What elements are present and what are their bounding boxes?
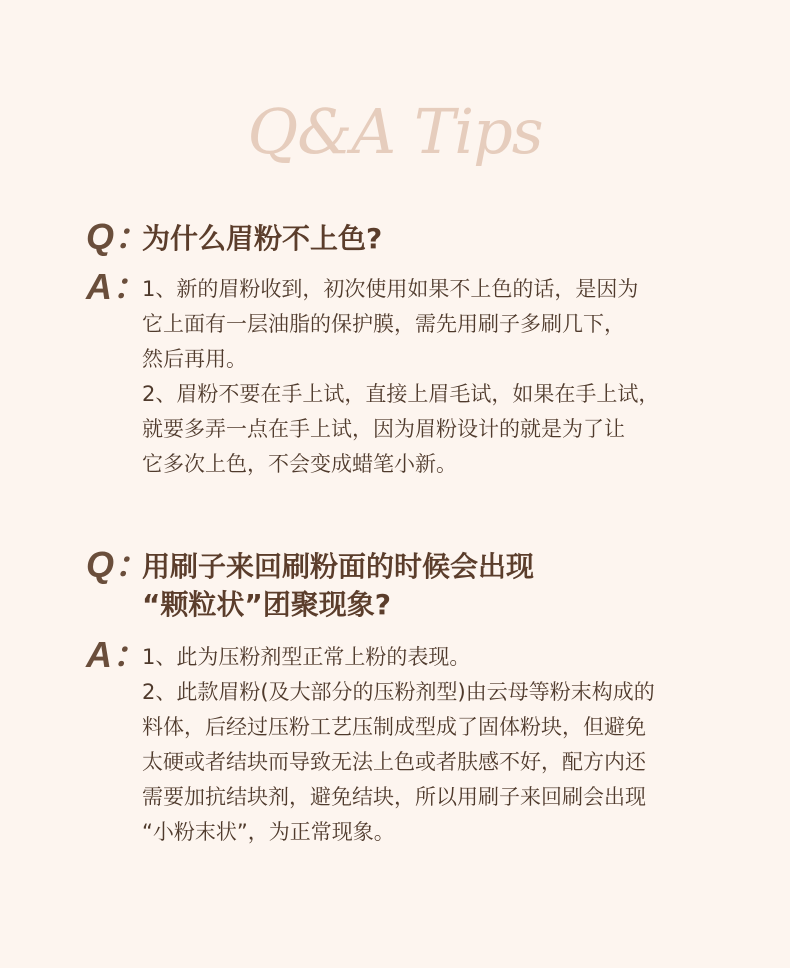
qa-item-1 [86, 216, 726, 482]
answer-line: 它多次上色，不会变成蜡笔小新。 [142, 452, 457, 476]
question-marker: Q： [86, 544, 151, 585]
question-text [142, 220, 726, 258]
question-line: “颗粒状”团聚现象? [142, 588, 392, 621]
answer-line: 需要加抗结块剂，避免结块，所以用刷子来回刷会出现 [142, 785, 646, 809]
answer-line: 太硬或者结块而导致无法上色或者肤感不好，配方内还 [142, 750, 646, 774]
question-marker: Q： [86, 216, 151, 257]
answer-line: 料体，后经过压粉工艺压制成型成了固体粉块，但避免 [142, 715, 646, 739]
answer-line: 1、此为压粉剂型正常上粉的表现。 [142, 645, 471, 669]
answer-1 [86, 266, 726, 482]
answer-text [142, 272, 726, 482]
answer-2 [86, 634, 726, 850]
qa-item-2 [86, 544, 726, 850]
answer-marker: A： [86, 634, 148, 675]
question-text [142, 548, 726, 624]
question-2 [86, 544, 726, 624]
answer-line: 就要多弄一点在手上试，因为眉粉设计的就是为了让 [142, 417, 625, 441]
answer-line: 然后再用。 [142, 347, 247, 371]
question-1 [86, 216, 726, 258]
answer-line: 它上面有一层油脂的保护膜，需先用刷子多刷几下， [142, 312, 625, 336]
question-line: 用刷子来回刷粉面的时候会出现 [142, 550, 535, 583]
page-title: Q&A Tips [247, 95, 543, 168]
answer-marker: A： [86, 266, 148, 307]
answer-line: 1、新的眉粉收到，初次使用如果不上色的话，是因为 [142, 277, 639, 301]
answer-line: 2、此款眉粉(及大部分的压粉剂型)由云母等粉末构成的 [142, 680, 655, 704]
answer-line: 2、眉粉不要在手上试，直接上眉毛试，如果在手上试， [142, 382, 660, 406]
answer-text [142, 640, 726, 850]
answer-line: “小粉末状”，为正常现象。 [142, 820, 395, 844]
question-line: 为什么眉粉不上色? [142, 222, 383, 255]
